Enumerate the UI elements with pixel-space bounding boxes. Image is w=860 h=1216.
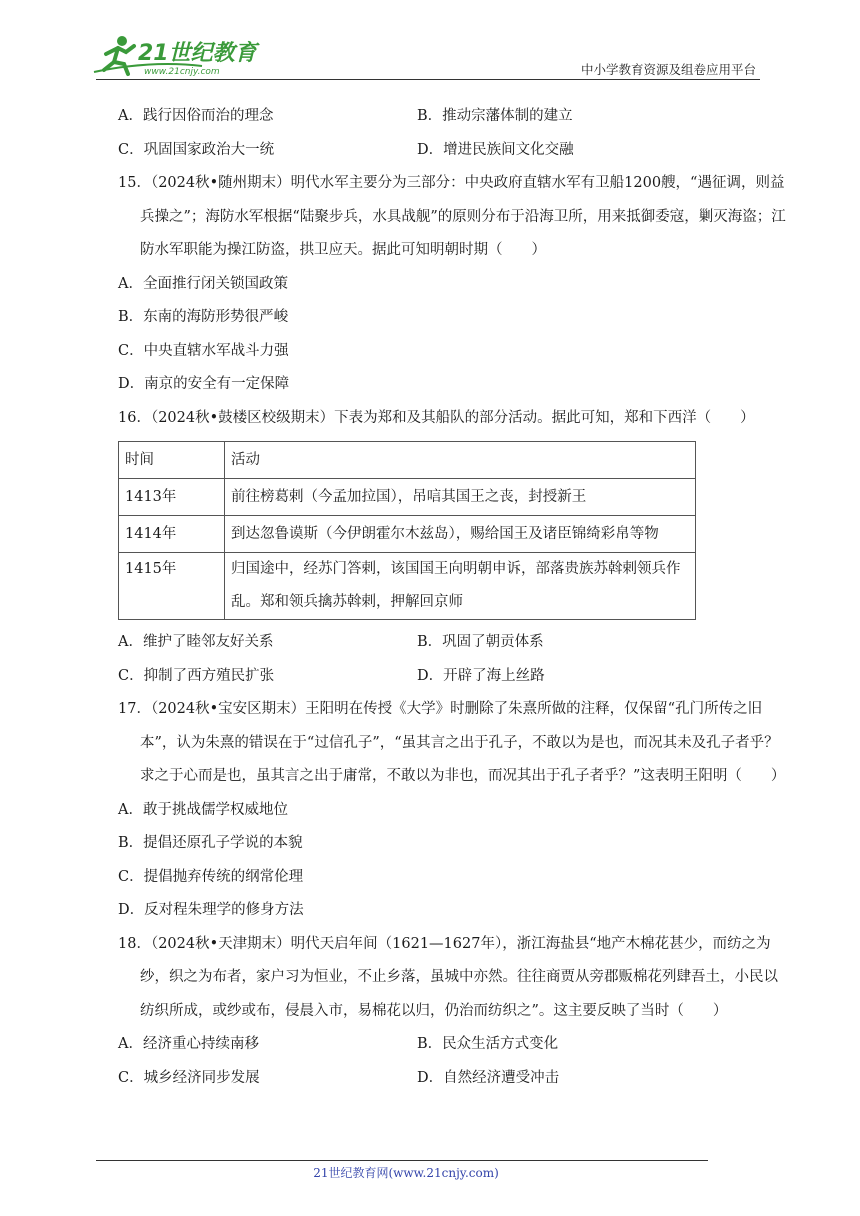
q14-option-c[interactable]: C．巩固国家政治大一统 [118,141,275,158]
table-header-row [119,442,696,479]
header-divider [96,79,760,80]
q15-stem: 15．（2024秋•随州期末）明代水军主要分为三部分：中央政府直辖水军有卫船1200艘，“遇征调，则益兵操之”；海防水军根据“陆聚步兵，水具战舰”的原则分布于沿海卫所，用来抵御委寇，剿灭海盗；江防水军职能为操江防盗，拱卫应天。据此可知明朝时期（ ） [118,175,786,258]
q15-option-b[interactable]: B．东南的海防形势很严峻 [118,309,289,325]
q18-option-c[interactable]: C．城乡经济同步发展 [118,1069,260,1086]
svg-text:www.21cnjy.com: www.21cnjy.com [144,67,220,77]
table-cell-activity: 前往榜葛剌（今孟加拉国），吊唁其国王之丧，封授新王 [225,479,696,516]
q17-stem: 17．（2024秋•宝安区期末）王阳明在传授《大学》时删除了朱熹所做的注释，仅保留“孔门所传之旧本”，认为朱熹的错误在于“过信孔子”，“虽其言之出于孔子，不敢以为是也，而况其未及孔子者乎？求之于心而是也，虽其言之出于庸常，不敢以为非也，而况其出于孔子者乎？”这表明王阳明（ ） [118,701,786,784]
q16-stem: 16．（2024秋•鼓楼区校级期末）下表为郑和及其船队的部分活动。据此可知，郑和下西洋（ ） [118,409,755,426]
q18-options-row-2 [118,1062,764,1096]
question-content [118,100,786,1095]
q17-option-a[interactable]: A．敢于挑战儒学权威地位 [118,801,288,818]
q16-option-b[interactable]: B．巩固了朝贡体系 [417,634,544,650]
page-header [0,0,860,80]
q16-options-row-2 [118,660,764,694]
q14-options-row-1 [118,100,764,134]
table-cell-activity: 到达忽鲁谟斯（今伊朗霍尔木兹岛），赐给国王及诸臣锦绮彩帛等物 [225,516,696,553]
q14-options-row-2 [118,134,764,168]
table-row [119,553,696,620]
q16-option-a[interactable]: A．维护了睦邻友好关系 [118,634,274,650]
logo-21cnjy [92,32,262,78]
table-cell-activity: 归国途中，经苏门答剌，该国国王向明朝申诉，部落贵族苏斡剌领兵作乱。郑和领兵擒苏斡剌，押解回京师 [225,553,696,620]
q16-option-d[interactable]: D．开辟了海上丝路 [417,667,545,684]
q17-option-d[interactable]: D．反对程朱理学的修身方法 [118,902,304,918]
q18-option-d[interactable]: D．自然经济遭受冲击 [417,1069,560,1086]
q15-option-c[interactable]: C．中央直辖水军战斗力强 [118,342,289,359]
svg-text:21世纪教育: 21世纪教育 [138,41,257,66]
footer-divider [96,1160,708,1161]
table-cell-year: 1414年 [119,516,225,553]
q14-option-d[interactable]: D．增进民族间文化交融 [417,141,574,158]
q16-option-c[interactable]: C．抑制了西方殖民扩张 [118,667,275,684]
table-row [119,479,696,516]
q17-option-b[interactable]: B．提倡还原孔子学说的本貌 [118,835,303,851]
q18-options-row-1 [118,1028,764,1062]
table-header-time: 时间 [119,442,225,479]
q14-option-b[interactable]: B．推动宗藩体制的建立 [417,108,573,124]
q15-option-a[interactable]: A．全面推行闭关锁国政策 [118,275,288,292]
header-platform-text: 中小学教育资源及组卷应用平台 [580,62,756,77]
q17-option-c[interactable]: C．提倡抛弃传统的纲常伦理 [118,868,304,885]
table-header-activity: 活动 [225,442,696,479]
zhenghe-activities-table [118,441,696,620]
table-cell-year: 1413年 [119,479,225,516]
q15-option-d[interactable]: D．南京的安全有一定保障 [118,376,290,392]
q18-option-a[interactable]: A．经济重心持续南移 [118,1036,259,1052]
q16-options-row-1 [118,626,764,660]
table-row [119,516,696,553]
q18-option-b[interactable]: B．民众生活方式变化 [417,1036,559,1052]
table-cell-year: 1415年 [119,553,225,620]
q18-stem: 18．（2024秋•天津期末）明代天启年间（1621—1627年），浙江海盐县“地产木棉花甚少，而纺之为纱，织之为布者，家户习为恒业，不止乡落，虽城中亦然。往往商贾从旁郡贩棉花列肆吾土，小民以纺织所成，或纱或布，侵晨入市，易棉花以归，仍治而纺织之”。这主要反映了当时（ ） [118,935,778,1019]
footer-link[interactable]: 21世纪教育网(www.21cnjy.com) [313,1166,499,1180]
q14-option-a[interactable]: A．践行因俗而治的理念 [118,108,274,124]
